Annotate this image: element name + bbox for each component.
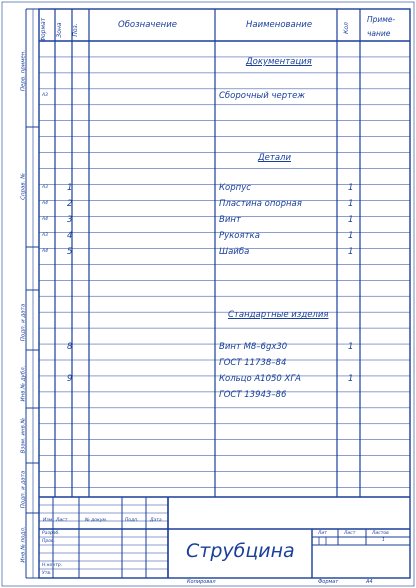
header-zone: Зона [56, 22, 63, 38]
header-name: Наименование [246, 20, 313, 30]
part-pos: 4 [67, 231, 73, 241]
part-qty: 1 [348, 247, 354, 257]
part-name: Пластина опорная [219, 199, 302, 209]
std-qty: 1 [348, 342, 354, 352]
part-pos: 1 [67, 183, 73, 193]
section-standard: Стандартные изделия [228, 310, 329, 320]
part-format: А4 [42, 249, 48, 254]
side-ref-no: Справ. № [20, 173, 27, 200]
tb-sign: Подп. [125, 518, 139, 523]
tb-sheets-count: 1 [382, 538, 385, 543]
tb-sheets: Листов [372, 531, 389, 536]
side-repl-inv: Взам. инв.№ [20, 417, 27, 454]
header-qty: Кол [343, 22, 350, 34]
side-orig-inv: Инв.№ подл. [20, 526, 27, 563]
part-format: А4 [42, 201, 48, 206]
tb-sheet: Лист [344, 531, 356, 536]
part-pos: 3 [67, 215, 73, 225]
tb-approved: Утв. [42, 571, 52, 576]
footer-format-value: А4 [366, 579, 373, 585]
std-pos: 8 [67, 342, 73, 352]
header-note-line1: Приме- [367, 15, 396, 24]
part-format: А3 [42, 233, 48, 238]
part-qty: 1 [348, 199, 354, 209]
part-name: Шайба [219, 247, 250, 257]
part-format: А4 [42, 217, 48, 222]
part-pos: 5 [67, 247, 73, 257]
side-sign-date-1: Подп. и дата [20, 303, 27, 342]
tb-date: Дата [150, 518, 162, 523]
header-note-line2: чание [367, 29, 391, 38]
tb-izm: Изм [43, 518, 53, 523]
tb-lit: Лит [318, 531, 327, 536]
part-qty: 1 [348, 231, 354, 241]
section-parts: Детали [258, 153, 291, 163]
tb-checked: Пров. [42, 539, 56, 544]
tb-n-control: Н.контр. [42, 563, 63, 568]
sheet-edge [2, 2, 414, 586]
tb-developed: Разраб. [42, 531, 60, 536]
part-name: Корпус [219, 183, 251, 193]
section-documentation: Документация [246, 57, 312, 67]
part-qty: 1 [348, 183, 354, 193]
std-name-line2: ГОСТ 13943–86 [219, 390, 287, 400]
header-designation: Обозначение [118, 20, 177, 30]
std-name-line1: Винт М8–6gх30 [219, 342, 288, 352]
part-qty: 1 [348, 215, 354, 225]
doc-format: А3 [42, 93, 48, 98]
part-format: А3 [42, 185, 48, 190]
side-dup-inv: Инв.№ дубл. [20, 365, 27, 402]
std-pos: 9 [67, 374, 73, 384]
tb-list: Лист [56, 518, 68, 523]
header-pos: Поз. [72, 23, 79, 37]
side-sign-date-2: Подп. и дата [20, 470, 27, 509]
std-name-line1: Кольцо А1050 ХГА [219, 374, 301, 384]
part-name: Винт [219, 215, 241, 225]
tb-doc-no: № докум. [85, 518, 108, 523]
side-first-use: Перв. примен. [20, 49, 27, 92]
document-title: Струбцина [186, 540, 295, 562]
footer-format-label: Формат [318, 579, 339, 585]
part-pos: 2 [67, 199, 73, 209]
std-name-line2: ГОСТ 11738–84 [219, 358, 287, 368]
std-qty: 1 [348, 374, 354, 384]
footer-copied: Копировал [187, 579, 216, 585]
part-name: Рукоятка [219, 231, 260, 241]
doc-name: Сборочный чертеж [219, 91, 305, 101]
header-format: Формат [40, 17, 47, 43]
